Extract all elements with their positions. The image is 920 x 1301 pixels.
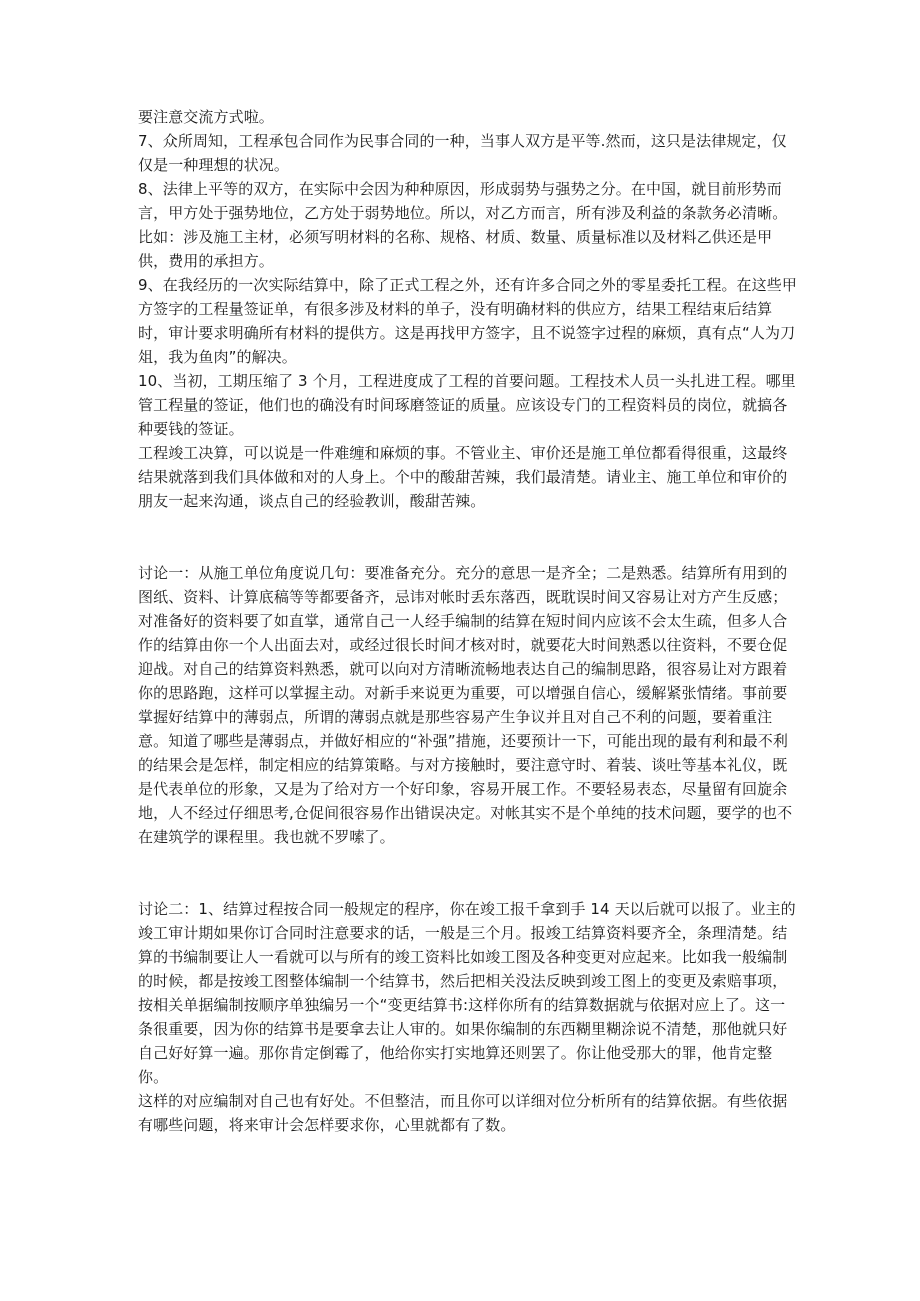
paragraph: 讨论二：1、结算过程按合同一般规定的程序，你在竣工报千拿到手 14 天以后就可以报了。业主的竣工审计期如果你订合同时注意要求的话，一般是三个月。报竣工结算资料要齐全，条理清楚。结算的书编制要让人一看就可以与所有的竣工资料比如竣工图及各种变更对应起来。比如我一般编制的时候，都是按竣工图整体编制一个结算书，然后把相关没法反映到竣工图上的变更及索赔事项，按相关单据编制按顺序单独编另一个“变更结算书:这样你所有的结算数据就与依据对应上了。这一条很重要，因为你的结算书是要拿去让人审的。如果你编制的东西糊里糊涂说不清楚，那他就只好自己好好算一遍。那你肯定倒霉了，他给你实打实地算还则罢了。你让他受那大的罪，他肯定整你。	[138, 900, 796, 1086]
paragraph: 要注意交流方式啦。	[138, 108, 274, 126]
paragraph: 9、在我经历的一次实际结算中，除了正式工程之外，还有许多合同之外的零星委托工程。在这些甲方签字的工程量签证单，有很多涉及材料的单子，没有明确材料的供应方，结果工程结束后结算时，审计要求明确所有材料的提供方。这是再找甲方签字，且不说签字过程的麻烦，真有点“人为刀俎，我为鱼肉”的解决。	[138, 276, 797, 366]
paragraph: 10、当初，工期压缩了 3 个月，工程进度成了工程的首要问题。工程技术人员一头扎进工程。哪里管工程量的签证，他们也的确没有时间琢磨签证的质量。应该设专门的工程资料员的岗位，就搞各种要钱的签证。	[138, 372, 796, 438]
paragraph: 讨论一：从施工单位角度说几句：要准备充分。充分的意思一是齐全；二是熟悉。结算所有用到的图纸、资料、计算底稿等等都要备齐，忌讳对帐时丢东落西，既耽误时间又容易让对方产生反感；对准备好的资料要了如直掌，通常自己一人经手编制的结算在短时间内应该不会太生疏，但多人合作的结算由你一个人出面去对，或经过很长时间才核对时，就要花大时间熟悉以往资料，不要仓促迎战。对自己的结算资料熟悉，就可以向对方清晰流畅地表达自己的编制思路，很容易让对方跟着你的思路跑，这样可以掌握主动。对新手来说更为重要，可以增强自信心，缓解紧张情绪。事前要掌握好结算中的薄弱点，所谓的薄弱点就是那些容易产生争议并且对自己不利的问题，要着重注意。知道了哪些是薄弱点，并做好相应的“补强”措施，还要预计一下，可能出现的最有利和最不利的结果会是怎样，制定相应的结算策略。与对方接触时，要注意守时、着装、谈吐等基本礼仪，既是代表单位的形象，又是为了给对方一个好印象，容易开展工作。不要轻易表态，尽量留有回旋余地，人不经过仔细思考,仓促间很容易作出错误决定。对帐其实不是个单纯的技术问题，要学的也不在建筑学的课程里。我也就不罗嗦了。	[138, 564, 793, 846]
paragraph: 7、众所周知，工程承包合同作为民事合同的一种，当事人双方是平等.然而，这只是法律规定，仅仅是一种理想的状况。	[138, 132, 787, 174]
paragraph: 工程竣工决算，可以说是一件难缠和麻烦的事。不管业主、审价还是施工单位都看得很重，这最终结果就落到我们具体做和对的人身上。个中的酸甜苦辣，我们最清楚。请业主、施工单位和审价的朋友一起来沟通，谈点自己的经验教训，酸甜苦辣。	[138, 444, 788, 510]
spacer	[138, 513, 800, 561]
paragraph: 8、法律上平等的双方，在实际中会因为种种原因，形成弱势与强势之分。在中国，就目前形势而言，甲方处于强势地位，乙方处于弱势地位。所以，对乙方而言，所有涉及利益的条款务必清晰。	[138, 180, 788, 222]
paragraph: 这样的对应编制对自己也有好处。不但整洁，而且你可以详细对位分析所有的结算依据。有些依据有哪些问题，将来审计会怎样要求你，心里就都有了数。	[138, 1092, 788, 1134]
paragraph: 比如：涉及施工主材，必须写明材料的名称、规格、材质、数量、质量标准以及材料乙供还是甲供，费用的承担方。	[138, 228, 773, 270]
section-discussion-one	[138, 561, 800, 849]
section-discussion-two	[138, 897, 800, 1137]
spacer	[138, 849, 800, 897]
section-contract-notes	[138, 105, 800, 513]
